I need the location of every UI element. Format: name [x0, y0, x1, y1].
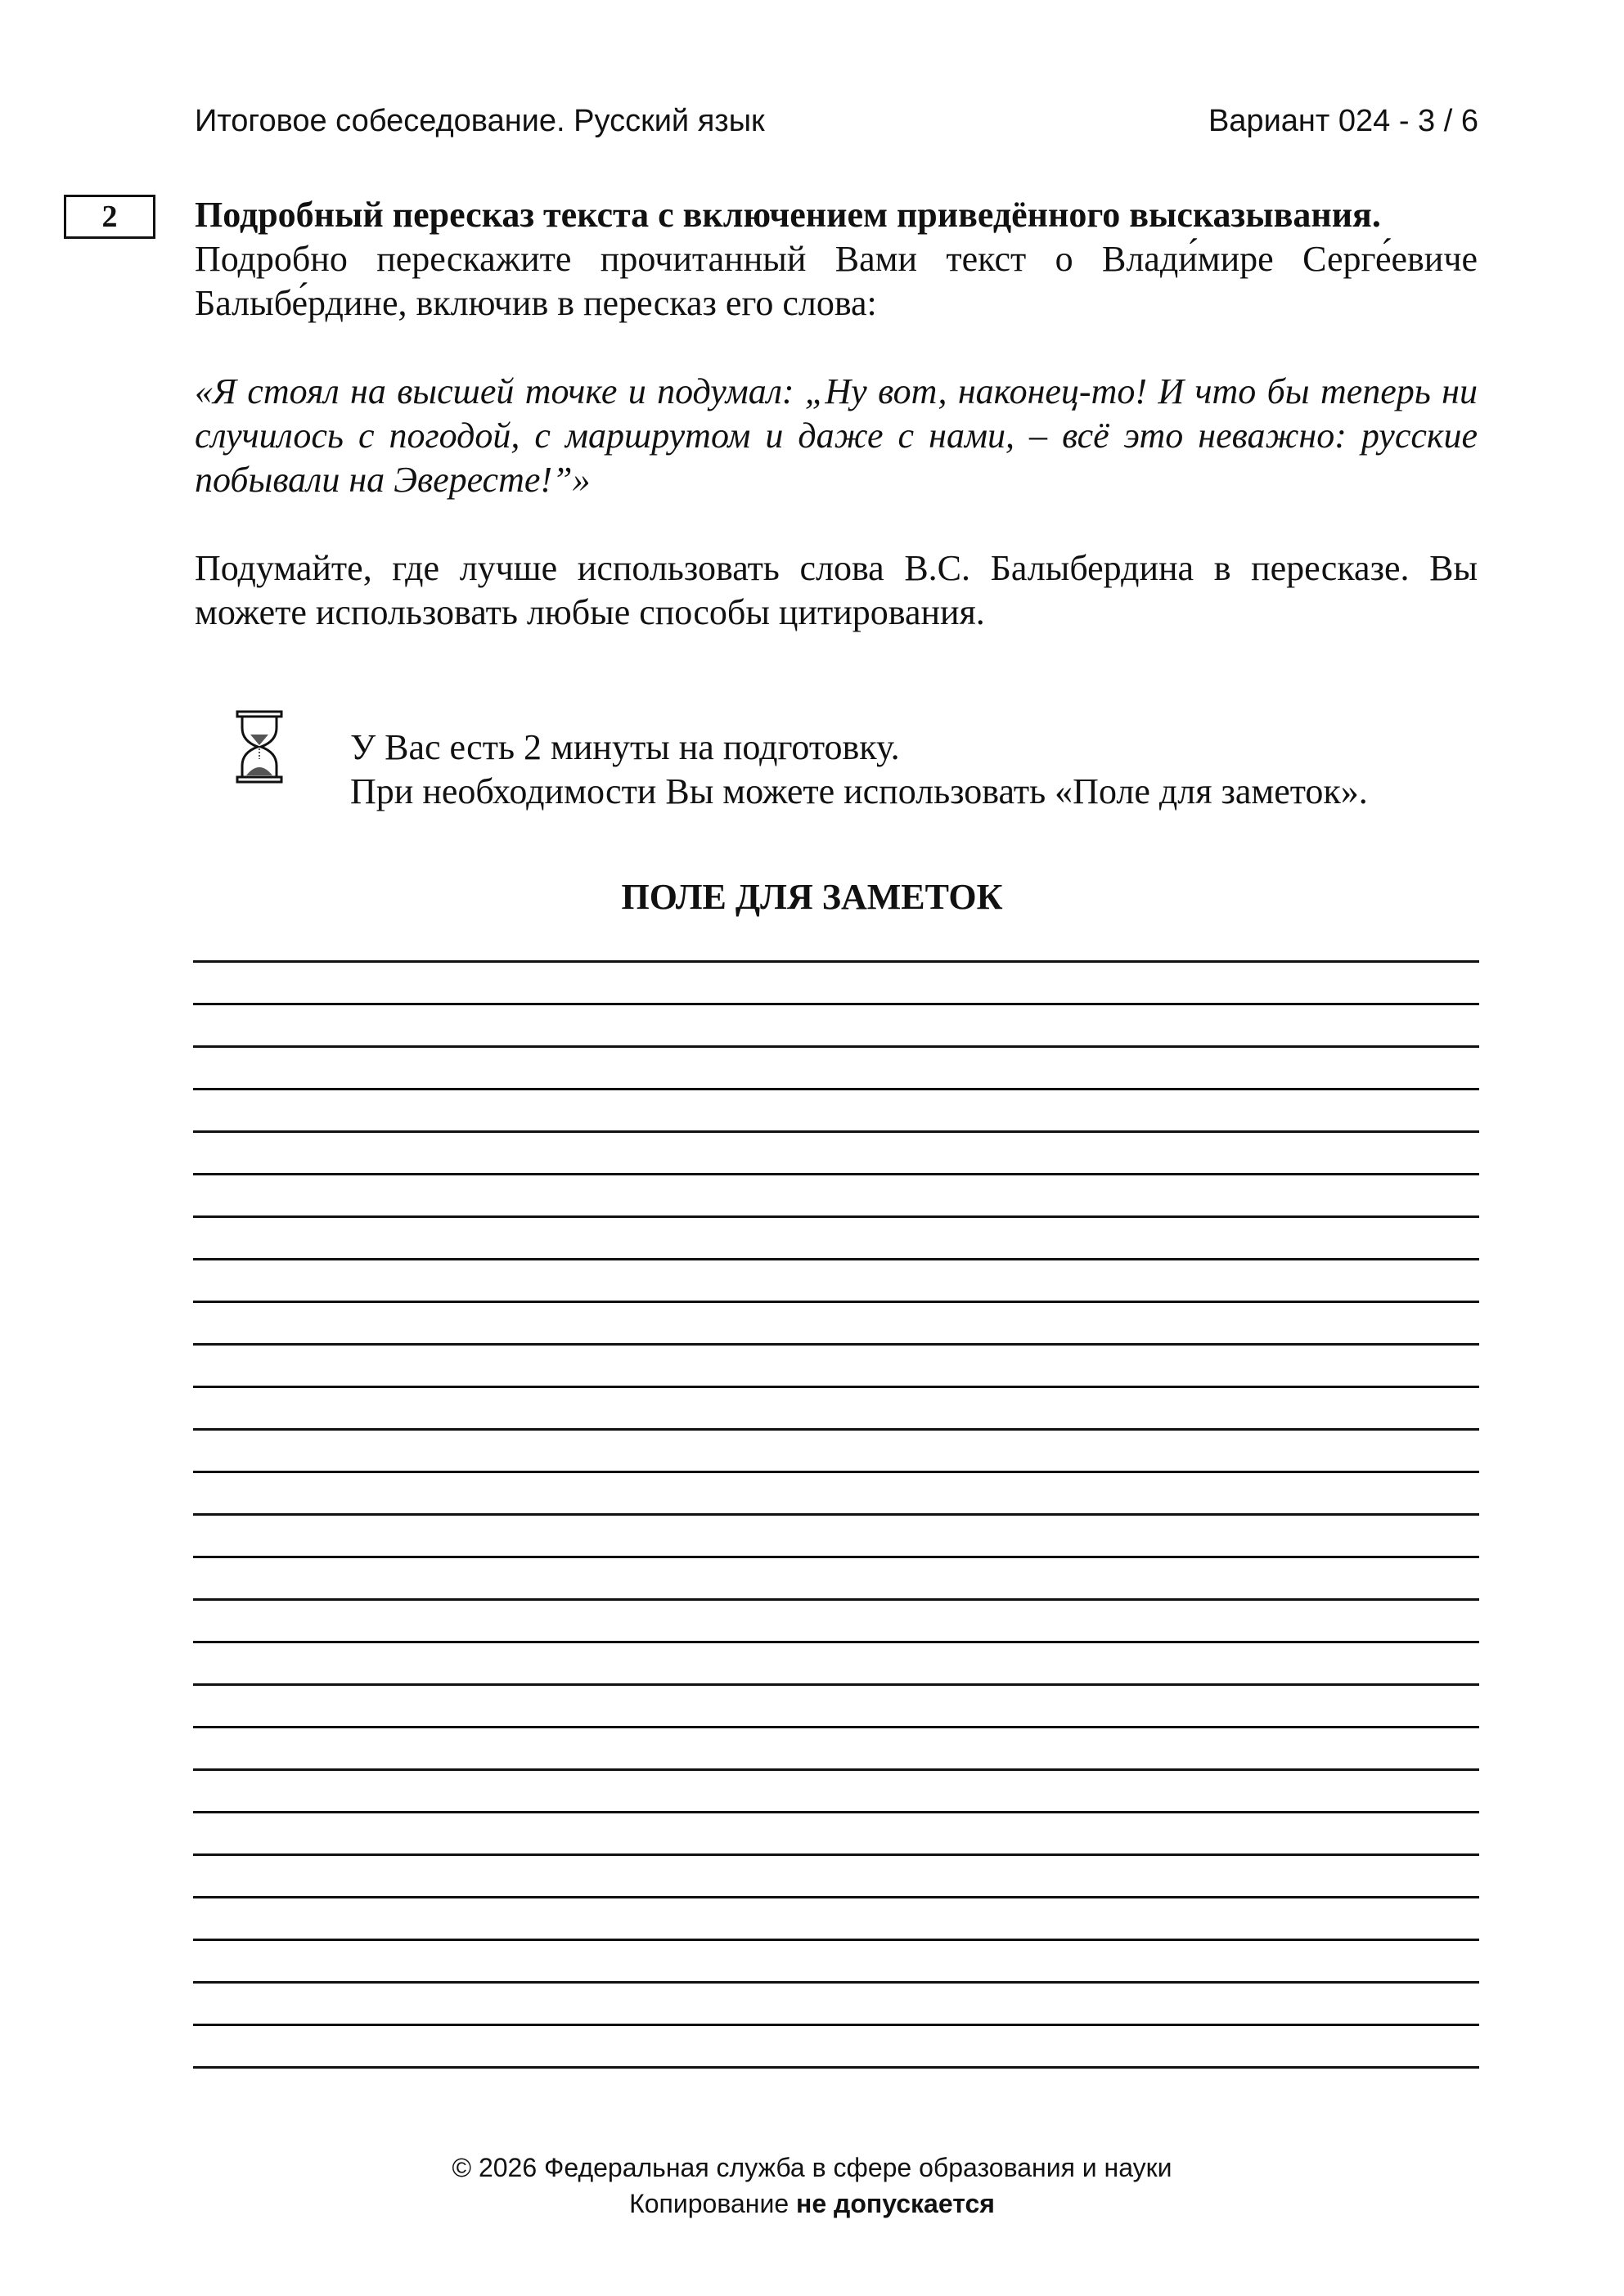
footer — [0, 2150, 1624, 2222]
task-advice: Подумайте, где лучше использовать слова В.С. Балыбердина в пересказе. Вы можете использовать любые способы цитирования. — [195, 548, 1478, 632]
copy-restriction-line — [0, 2186, 1624, 2222]
document-header-title: Итоговое собеседование. Русский язык — [195, 104, 765, 138]
note-line[interactable] — [193, 1173, 1479, 1215]
notes-field[interactable] — [193, 960, 1479, 2069]
copy-restriction-bold: не допускается — [796, 2189, 995, 2218]
note-line[interactable] — [193, 2024, 1479, 2066]
note-line[interactable] — [193, 1045, 1479, 1088]
task-instruction: Подробно перескажите прочитанный Вами текст о Влади́мире Серге́евиче Балыбе́рдине, включив в пересказ его слова: — [195, 239, 1478, 323]
task-heading: Подробный пересказ текста с включением приведённого высказывания. — [195, 195, 1381, 235]
task-number-box: 2 — [64, 195, 155, 239]
note-line[interactable] — [193, 960, 1479, 1003]
preparation-time-note — [350, 726, 1368, 814]
preparation-time-line: У Вас есть 2 минуты на подготовку. — [350, 727, 900, 767]
note-line[interactable] — [193, 1003, 1479, 1045]
note-line[interactable] — [193, 1726, 1479, 1768]
hourglass-icon — [236, 710, 283, 784]
copyright-line: © 2026 Федеральная служба в сфере образования и науки — [452, 2153, 1172, 2182]
note-line[interactable] — [193, 1428, 1479, 1471]
variant-page-number: Вариант 024 - 3 / 6 — [1208, 104, 1478, 138]
note-line[interactable] — [193, 1301, 1479, 1343]
notes-field-title: ПОЛЕ ДЛЯ ЗАМЕТОК — [621, 877, 1003, 917]
note-line[interactable] — [193, 1981, 1479, 2024]
note-line[interactable] — [193, 1641, 1479, 1683]
copy-restriction-prefix: Копирование — [629, 2189, 796, 2218]
note-line[interactable] — [193, 1556, 1479, 1598]
note-line[interactable] — [193, 1683, 1479, 1726]
note-line[interactable] — [193, 1258, 1479, 1301]
note-line[interactable] — [193, 1513, 1479, 1556]
task-body — [195, 193, 1478, 635]
note-line[interactable] — [193, 1215, 1479, 1258]
note-line[interactable] — [193, 1088, 1479, 1130]
note-line[interactable] — [193, 1768, 1479, 1811]
note-line[interactable] — [193, 1471, 1479, 1513]
task-quote: «Я стоял на высшей точке и подумал: „Ну вот, наконец-то! И что бы теперь ни случилось с погодой, с маршрутом и даже с нами, – всё это неважно: русские побывали на Эвересте!”» — [195, 371, 1478, 500]
note-line[interactable] — [193, 1386, 1479, 1428]
notes-field-hint: При необходимости Вы можете использовать «Поле для заметок». — [350, 771, 1368, 811]
note-line[interactable] — [193, 1343, 1479, 1386]
note-line[interactable] — [193, 1130, 1479, 1173]
note-line[interactable] — [193, 2066, 1479, 2069]
note-line[interactable] — [193, 1939, 1479, 1981]
note-line[interactable] — [193, 1598, 1479, 1641]
note-line[interactable] — [193, 1896, 1479, 1939]
note-line[interactable] — [193, 1853, 1479, 1896]
note-line[interactable] — [193, 1811, 1479, 1853]
